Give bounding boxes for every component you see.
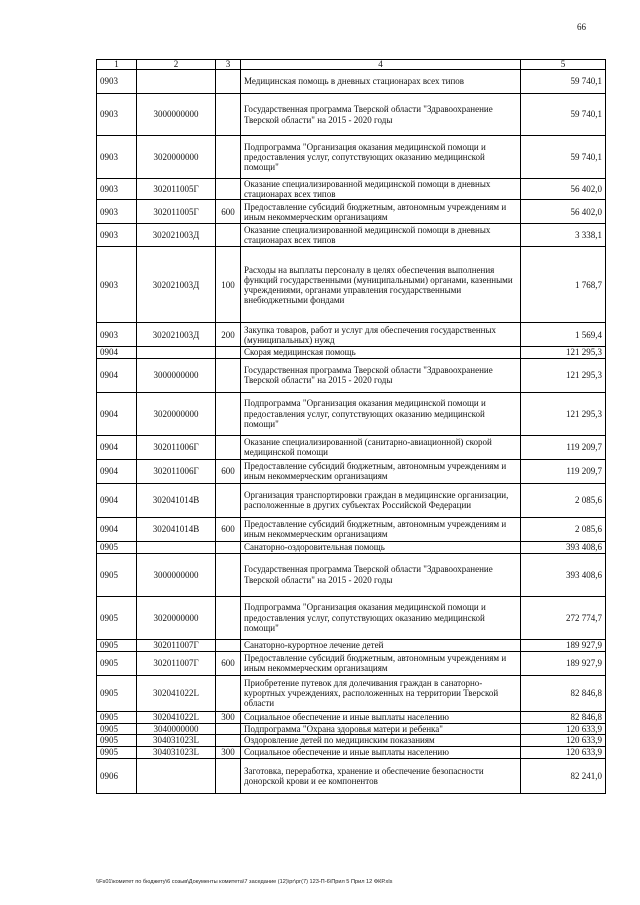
row-expense-code: 200 xyxy=(216,323,241,347)
row-name: Предоставление субсидий бюджетным, автономным учреждениям и иным некоммерческим организациям xyxy=(241,517,521,541)
row-target-code: 3020000000 xyxy=(137,392,216,435)
row-target-code: 302021003Д xyxy=(137,323,216,347)
row-amount: 2 085,6 xyxy=(521,517,606,541)
row-name: Подпрограмма "Организация оказания медицинской помощи и предоставления услуг, сопутствующих оказанию медицинской помощи" xyxy=(241,136,521,179)
row-expense-code xyxy=(216,94,241,136)
row-section-code: 0906 xyxy=(97,758,137,793)
table-row xyxy=(97,651,606,675)
row-expense-code xyxy=(216,675,241,711)
row-amount: 393 408,6 xyxy=(521,553,606,596)
row-target-code xyxy=(137,70,216,94)
row-name: Предоставление субсидий бюджетным, автономным учреждениям и иным некоммерческим организациям xyxy=(241,200,521,224)
row-name: Предоставление субсидий бюджетным, автономным учреждениям и иным некоммерческим организациям xyxy=(241,459,521,483)
row-amount: 56 402,0 xyxy=(521,200,606,224)
table-row xyxy=(97,517,606,541)
row-amount: 189 927,9 xyxy=(521,651,606,675)
row-expense-code xyxy=(216,435,241,459)
row-section-code: 0903 xyxy=(97,200,137,224)
table-row xyxy=(97,711,606,723)
table-row xyxy=(97,392,606,435)
header-col-3: 3 xyxy=(216,60,241,70)
row-target-code: 3020000000 xyxy=(137,136,216,179)
table-row xyxy=(97,224,606,247)
row-amount: 120 633,9 xyxy=(521,723,606,734)
row-target-code: 302011005Г xyxy=(137,179,216,200)
row-section-code: 0905 xyxy=(97,711,137,723)
row-amount: 272 774,7 xyxy=(521,596,606,639)
row-name: Оздоровление детей по медицинским показаниям xyxy=(241,734,521,746)
row-expense-code xyxy=(216,224,241,247)
row-amount: 82 846,8 xyxy=(521,675,606,711)
row-target-code: 302041022L xyxy=(137,675,216,711)
table-row xyxy=(97,179,606,200)
row-amount: 121 295,3 xyxy=(521,358,606,392)
table-row xyxy=(97,639,606,651)
row-section-code: 0903 xyxy=(97,224,137,247)
row-amount: 121 295,3 xyxy=(521,347,606,358)
row-section-code: 0904 xyxy=(97,483,137,517)
row-section-code: 0905 xyxy=(97,746,137,758)
row-target-code xyxy=(137,541,216,553)
row-section-code: 0903 xyxy=(97,70,137,94)
row-section-code: 0905 xyxy=(97,651,137,675)
row-name: Скорая медицинская помощь xyxy=(241,347,521,358)
table-row xyxy=(97,435,606,459)
row-name: Предоставление субсидий бюджетным, автономным учреждениям и иным некоммерческим организациям xyxy=(241,651,521,675)
row-target-code: 304031023L xyxy=(137,746,216,758)
row-expense-code xyxy=(216,596,241,639)
row-section-code: 0905 xyxy=(97,675,137,711)
row-name: Санаторно-оздоровительная помощь xyxy=(241,541,521,553)
row-amount: 3 338,1 xyxy=(521,224,606,247)
row-section-code: 0904 xyxy=(97,517,137,541)
row-expense-code: 600 xyxy=(216,459,241,483)
table-row xyxy=(97,247,606,323)
row-amount: 121 295,3 xyxy=(521,392,606,435)
row-amount: 56 402,0 xyxy=(521,179,606,200)
row-amount: 1 768,7 xyxy=(521,247,606,323)
row-expense-code xyxy=(216,179,241,200)
row-target-code: 3040000000 xyxy=(137,723,216,734)
row-name: Оказание специализированной медицинской помощи в дневных стационарах всех типов xyxy=(241,179,521,200)
row-section-code: 0903 xyxy=(97,323,137,347)
row-amount: 119 209,7 xyxy=(521,435,606,459)
table-row xyxy=(97,70,606,94)
row-section-code: 0903 xyxy=(97,136,137,179)
row-expense-code xyxy=(216,541,241,553)
row-section-code: 0905 xyxy=(97,541,137,553)
row-target-code: 3020000000 xyxy=(137,596,216,639)
row-name: Социальное обеспечение и иные выплаты населению xyxy=(241,746,521,758)
table-row xyxy=(97,675,606,711)
row-target-code: 304031023L xyxy=(137,734,216,746)
row-expense-code xyxy=(216,734,241,746)
row-amount: 59 740,1 xyxy=(521,70,606,94)
table-row xyxy=(97,200,606,224)
row-section-code: 0905 xyxy=(97,723,137,734)
row-target-code: 302011007Г xyxy=(137,651,216,675)
row-expense-code: 300 xyxy=(216,711,241,723)
row-expense-code: 600 xyxy=(216,651,241,675)
row-section-code: 0903 xyxy=(97,94,137,136)
row-target-code: 3000000000 xyxy=(137,553,216,596)
row-section-code: 0903 xyxy=(97,179,137,200)
row-target-code: 3000000000 xyxy=(137,94,216,136)
row-section-code: 0904 xyxy=(97,347,137,358)
row-name: Государственная программа Тверской области "Здравоохранение Тверской области" на 2015 - 2020 годы xyxy=(241,94,521,136)
row-section-code: 0905 xyxy=(97,596,137,639)
row-target-code: 302021003Д xyxy=(137,247,216,323)
table-row xyxy=(97,758,606,793)
row-amount: 1 569,4 xyxy=(521,323,606,347)
row-target-code: 302041022L xyxy=(137,711,216,723)
row-amount: 120 633,9 xyxy=(521,734,606,746)
row-expense-code xyxy=(216,70,241,94)
row-expense-code xyxy=(216,136,241,179)
row-expense-code xyxy=(216,723,241,734)
table-row xyxy=(97,746,606,758)
row-expense-code: 600 xyxy=(216,200,241,224)
header-col-1: 1 xyxy=(97,60,137,70)
row-section-code: 0905 xyxy=(97,734,137,746)
row-target-code: 302011006Г xyxy=(137,459,216,483)
row-expense-code xyxy=(216,553,241,596)
row-expense-code: 300 xyxy=(216,746,241,758)
table-row xyxy=(97,459,606,483)
table-row xyxy=(97,483,606,517)
table-row xyxy=(97,734,606,746)
row-name: Подпрограмма "Организация оказания медицинской помощи и предоставления услуг, сопутствующих оказанию медицинской помощи" xyxy=(241,392,521,435)
table-row xyxy=(97,553,606,596)
row-target-code: 302011005Г xyxy=(137,200,216,224)
row-name: Медицинская помощь в дневных стационарах всех типов xyxy=(241,70,521,94)
row-amount: 2 085,6 xyxy=(521,483,606,517)
row-name: Государственная программа Тверской области "Здравоохранение Тверской области" на 2015 - 2020 годы xyxy=(241,358,521,392)
row-target-code xyxy=(137,758,216,793)
table-row xyxy=(97,136,606,179)
row-target-code: 302041014В xyxy=(137,483,216,517)
row-name: Оказание специализированной медицинской помощи в дневных стационарах всех типов xyxy=(241,224,521,247)
table-row xyxy=(97,723,606,734)
row-name: Организация транспортировки граждан в медицинские организации, расположенные в других субъектах Российской Федерации xyxy=(241,483,521,517)
row-target-code: 302041014В xyxy=(137,517,216,541)
row-section-code: 0903 xyxy=(97,247,137,323)
row-name: Подпрограмма "Организация оказания медицинской помощи и предоставления услуг, сопутствующих оказанию медицинской помощи" xyxy=(241,596,521,639)
row-expense-code xyxy=(216,392,241,435)
row-amount: 59 740,1 xyxy=(521,94,606,136)
header-col-5: 5 xyxy=(521,60,606,70)
table-row xyxy=(97,358,606,392)
row-target-code: 302011006Г xyxy=(137,435,216,459)
row-section-code: 0905 xyxy=(97,639,137,651)
row-name: Подпрограмма "Охрана здоровья матери и ребенка" xyxy=(241,723,521,734)
row-expense-code xyxy=(216,347,241,358)
row-name: Закупка товаров, работ и услуг для обеспечения государственных (муниципальных) нужд xyxy=(241,323,521,347)
table-row xyxy=(97,541,606,553)
table-row xyxy=(97,347,606,358)
row-expense-code xyxy=(216,483,241,517)
row-name: Приобретение путевок для долечивания граждан в санаторно-курортных учреждениях, расположенных на территории Тверской области xyxy=(241,675,521,711)
row-target-code xyxy=(137,347,216,358)
header-col-4: 4 xyxy=(241,60,521,70)
row-section-code: 0904 xyxy=(97,459,137,483)
row-expense-code: 600 xyxy=(216,517,241,541)
row-name: Оказание специализированной (санитарно-авиационной) скорой медицинской помощи xyxy=(241,435,521,459)
row-name: Санаторно-курортное лечение детей xyxy=(241,639,521,651)
row-target-code: 3000000000 xyxy=(137,358,216,392)
table-row xyxy=(97,323,606,347)
row-name: Социальное обеспечение и иные выплаты населению xyxy=(241,711,521,723)
table-row xyxy=(97,94,606,136)
budget-table xyxy=(96,59,606,794)
row-amount: 82 846,8 xyxy=(521,711,606,723)
row-amount: 59 740,1 xyxy=(521,136,606,179)
row-expense-code: 100 xyxy=(216,247,241,323)
row-expense-code xyxy=(216,758,241,793)
row-target-code: 302021003Д xyxy=(137,224,216,247)
table-header-row xyxy=(97,60,606,70)
row-name: Государственная программа Тверской области "Здравоохранение Тверской области" на 2015 - 2020 годы xyxy=(241,553,521,596)
row-expense-code xyxy=(216,358,241,392)
table-body xyxy=(97,70,606,794)
page-number: 66 xyxy=(577,22,586,32)
row-target-code: 302011007Г xyxy=(137,639,216,651)
header-col-2: 2 xyxy=(137,60,216,70)
row-amount: 393 408,6 xyxy=(521,541,606,553)
file-path-footer: \\Fs01\комитет по бюджету\6 созыв\Документы комитета\7 заседание (12)\рг\рг(7) 123-П-6\Прил 5 Прил 12 ФКР.xls xyxy=(96,879,393,885)
row-section-code: 0904 xyxy=(97,435,137,459)
table-row xyxy=(97,596,606,639)
row-section-code: 0904 xyxy=(97,392,137,435)
row-section-code: 0904 xyxy=(97,358,137,392)
row-section-code: 0905 xyxy=(97,553,137,596)
row-amount: 119 209,7 xyxy=(521,459,606,483)
row-name: Заготовка, переработка, хранение и обеспечение безопасности донорской крови и ее компонентов xyxy=(241,758,521,793)
row-amount: 189 927,9 xyxy=(521,639,606,651)
row-name: Расходы на выплаты персоналу в целях обеспечения выполнения функций государственными (муниципальными) органами, казенными учреждениями, органами управления государственными внебюджетными фондами xyxy=(241,247,521,323)
row-amount: 120 633,9 xyxy=(521,746,606,758)
row-expense-code xyxy=(216,639,241,651)
row-amount: 82 241,0 xyxy=(521,758,606,793)
